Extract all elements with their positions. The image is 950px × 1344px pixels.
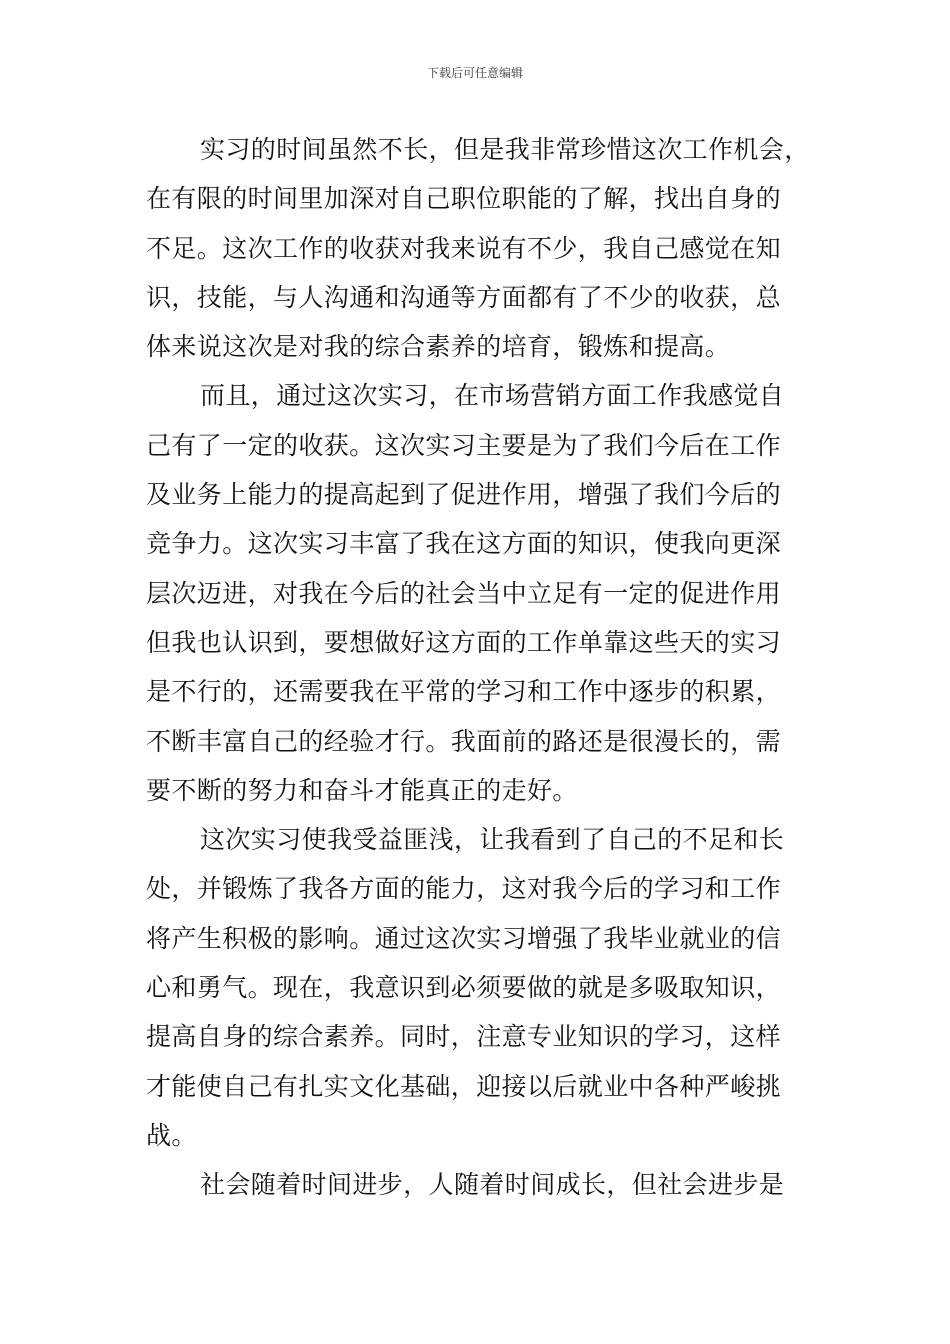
paragraph-line: 竞争力。这次实习丰富了我在这方面的知识，使我向更深 (146, 529, 782, 559)
body-text (146, 125, 811, 1210)
paragraph-line: 处，并锻炼了我各方面的能力，这对我今后的学习和工作 (146, 874, 782, 904)
paragraph-line: 战。 (146, 1120, 197, 1150)
paragraph-line: 要不断的努力和奋斗才能真正的走好。 (146, 775, 578, 805)
paragraph-line: 社会随着时间进步，人随着时间成长，但社会进步是 (200, 1170, 785, 1200)
paragraph-line: 提高自身的综合素养。同时，注意专业知识的学习，这样 (146, 1022, 782, 1052)
paragraph-line: 将产生积极的影响。通过这次实习增强了我毕业就业的信 (146, 923, 782, 953)
paragraph-line: 而且，通过这次实习，在市场营销方面工作我感觉自 (200, 381, 785, 411)
paragraph-line: 己有了一定的收获。这次实习主要是为了我们今后在工作 (146, 430, 782, 460)
paragraph-line: 层次迈进，对我在今后的社会当中立足有一定的促进作用 (146, 578, 782, 608)
paragraph-line: 在有限的时间里加深对自己职位职能的了解，找出自身的 (146, 184, 782, 214)
paragraph-line: 及业务上能力的提高起到了促进作用，增强了我们今后的 (146, 480, 782, 510)
paragraph-line: 实习的时间虽然不长，但是我非常珍惜这次工作机会， (200, 135, 810, 164)
paragraph-line: 不足。这次工作的收获对我来说有不少，我自己感觉在知 (146, 233, 782, 263)
paragraph-line: 体来说这次是对我的综合素养的培育，锻炼和提高。 (146, 332, 731, 362)
paragraph-line: 这次实习使我受益匪浅，让我看到了自己的不足和长 (200, 825, 785, 855)
page-header: 下载后可任意编辑 (426, 66, 523, 80)
paragraph-line: 心和勇气。现在，我意识到必须要做的就是多吸取知识， (146, 973, 782, 1003)
paragraph-line: 是不行的，还需要我在平常的学习和工作中逐步的积累， (146, 677, 782, 707)
paragraph-line: 不断丰富自己的经验才行。我面前的路还是很漫长的，需 (146, 726, 782, 756)
paragraph-line: 但我也认识到，要想做好这方面的工作单靠这些天的实习 (146, 627, 782, 657)
paragraph-line: 才能使自己有扎实文化基础，迎接以后就业中各种严峻挑 (146, 1071, 782, 1101)
paragraph-line: 识，技能，与人沟通和沟通等方面都有了不少的收获，总 (146, 282, 782, 312)
